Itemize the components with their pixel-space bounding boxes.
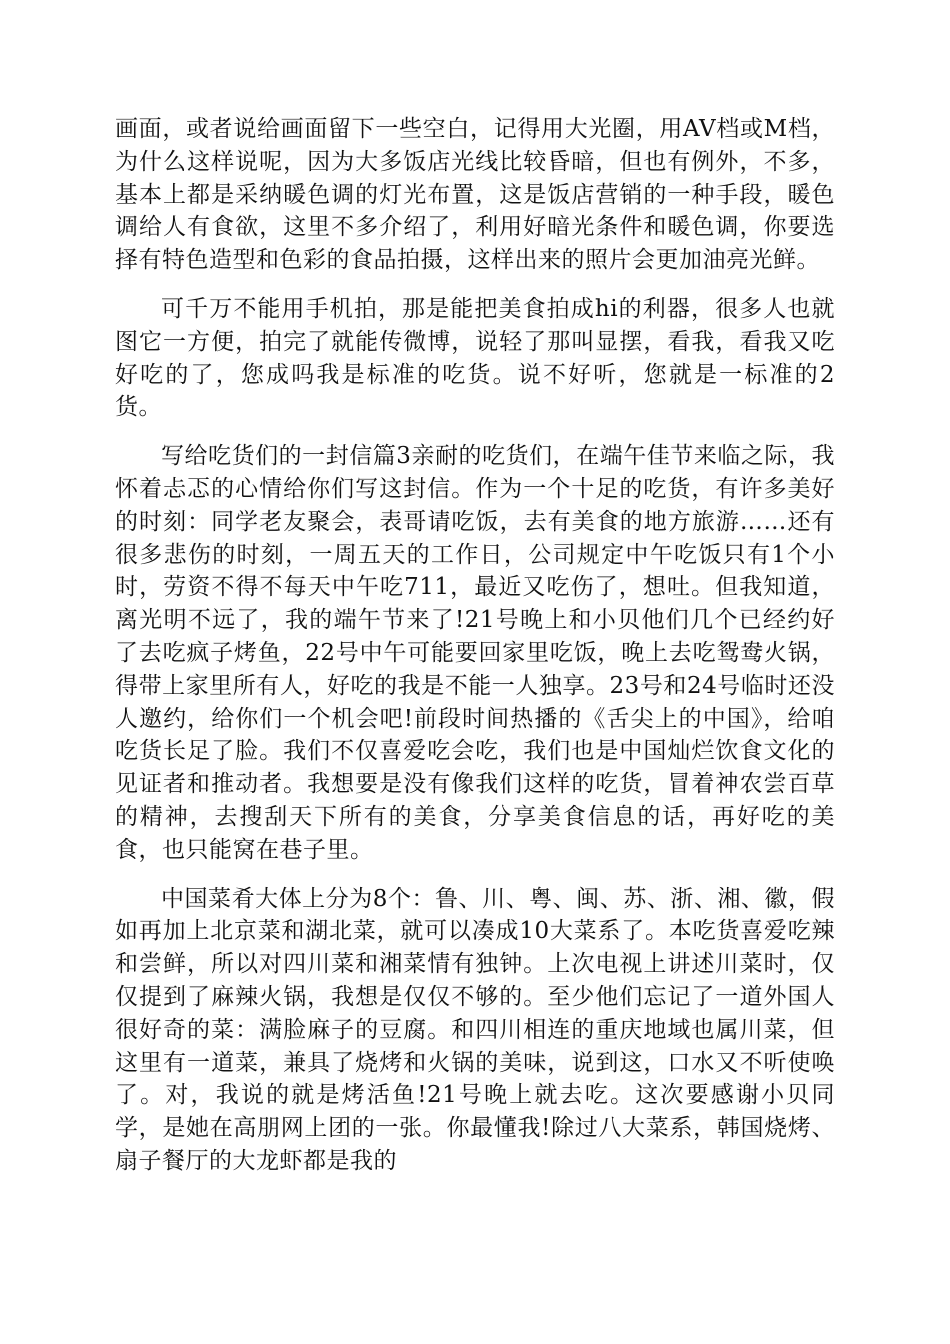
document-body: [115, 113, 835, 1178]
paragraph-phone-warning: 可千万不能用手机拍，那是能把美食拍成hi的利器，很多人也就图它一方便，拍完了就能传微博，说轻了那叫显摆，看我，看我又吃好吃的了，您成吗我是标准的吃货。说不好听，您就是一标准的2货。: [115, 295, 835, 421]
paragraph-photo-tips: 画面，或者说给画面留下一些空白，记得用大光圈，用AV档或M档，为什么这样说呢，因为大多饭店光线比较昏暗，但也有例外，不多，基本上都是采纳暖色调的灯光布置，这是饭店营销的一种手段，暖色调给人有食欲，这里不多介绍了，利用好暗光条件和暖色调，你要选择有特色造型和色彩的食品拍摄，这样出来的照片会更加油亮光鲜。: [115, 116, 835, 274]
paragraph-chinese-cuisines: 中国菜肴大体上分为8个：鲁、川、粤、闽、苏、浙、湘、徽，假如再加上北京菜和湖北菜，就可以凑成10大菜系了。本吃货喜爱吃辣和尝鲜，所以对四川菜和湘菜情有独钟。上次电视上讲述川菜时，仅仅提到了麻辣火锅，我想是仅仅不够的。至少他们忘记了一道外国人很好奇的菜：满脸麻子的豆腐。和四川相连的重庆地域也属川菜，但这里有一道菜，兼具了烧烤和火锅的美味，说到这，口水又不听使唤了。对，我说的就是烤活鱼!21号晚上就去吃。这次要感谢小贝同学，是她在高朋网上团的一张。你最懂我!除过八大菜系，韩国烧烤、扇子餐厅的大龙虾都是我的: [115, 885, 835, 1174]
paragraph-letter-to-foodies: 写给吃货们的一封信篇3亲耐的吃货们，在端午佳节来临之际，我怀着忐忑的心情给你们写这封信。作为一个十足的吃货，有许多美好的时刻：同学老友聚会，表哥请吃饭，去有美食的地方旅游……还有很多悲伤的时刻，一周五天的工作日，公司规定中午吃饭只有1个小时，劳资不得不每天中午吃711，最近又吃伤了，想吐。但我知道，离光明不远了，我的端午节来了!21号晚上和小贝他们几个已经约好了去吃疯子烤鱼，22号中午可能要回家里吃饭，晚上去吃鸳鸯火锅，得带上家里所有人，好吃的我是不能一人独享。23号和24号临时还没人邀约，给你们一个机会吧!前段时间热播的《舌尖上的中国》，给咱吃货长足了脸。我们不仅喜爱吃会吃，我们也是中国灿烂饮食文化的见证者和推动者。我想要是没有像我们这样的吃货，冒着神农尝百草的精神，去搜刮天下所有的美食，分享美食信息的话，再好吃的美食，也只能窝在巷子里。: [115, 443, 835, 863]
